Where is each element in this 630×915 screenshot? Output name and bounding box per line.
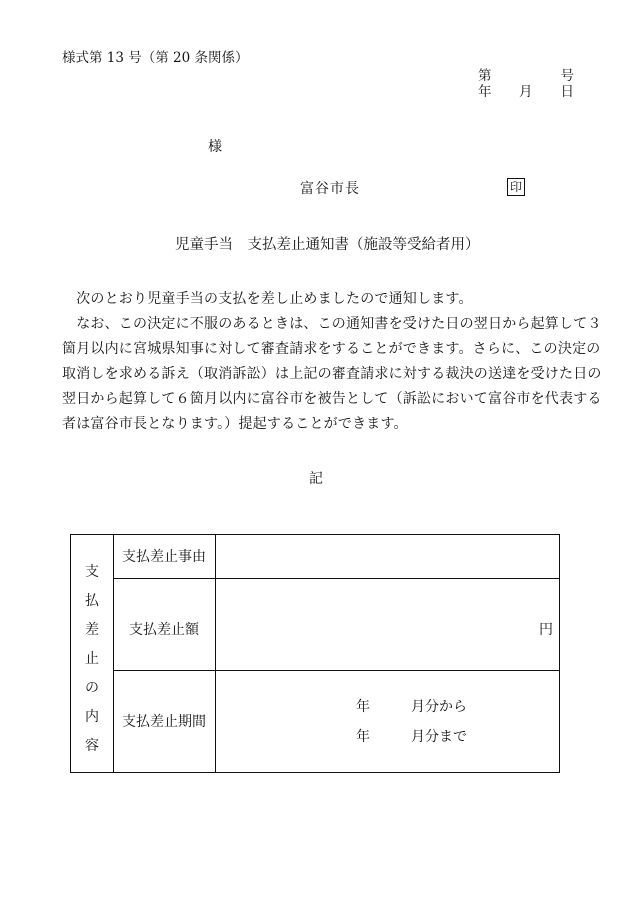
issuer-name: 富谷市長 — [300, 181, 360, 197]
form-number: 様式第 13 号（第 20 条関係） — [62, 50, 249, 66]
table-divider-horizontal-1 — [113, 578, 559, 579]
body-paragraph-2-line-4: 翌日から起算して６箇月以内に富谷市を被告として（訴訟において富谷市を代表する — [62, 391, 602, 407]
table-divider-horizontal-2 — [113, 670, 559, 671]
stop-reason-label: 支払差止事由 — [122, 549, 206, 565]
issue-date-line — [478, 86, 574, 100]
body-paragraph-2-line-2: 箇月以内に宮城県知事に対して審査請求をすることができます。さらに、この決定の — [62, 341, 601, 357]
body-paragraph-2-line-1: なお、この決定に不服のあるときは、この通知書を受けた日の翌日から起算して３ — [62, 316, 602, 332]
date-year-label: 年 — [478, 84, 492, 100]
stop-amount-label: 支払差止額 — [129, 622, 199, 638]
stop-period-label: 支払差止期間 — [122, 714, 206, 730]
stop-amount-field[interactable] — [217, 581, 557, 668]
document-number-line — [478, 70, 574, 84]
body-paragraph-1: 次のとおり児童手当の支払を差し止めましたので通知します。 — [62, 291, 473, 307]
group-label-char: 払 — [85, 593, 99, 609]
document-title: 児童手当 支払差止通知書（施設等受給者用） — [175, 237, 480, 253]
period-to-month: 月分まで — [411, 729, 467, 745]
period-from-year: 年 — [356, 699, 370, 715]
group-label-char: 差 — [85, 622, 99, 638]
period-to-year: 年 — [356, 729, 370, 745]
body-paragraph-2-line-3: 取消しを求める訴え（取消訴訟）は上記の審査請求に対する裁決の送達を受けた日の — [62, 366, 602, 382]
addressee-honorific: 様 — [208, 139, 222, 155]
body-paragraph-2-line-5: 者は富谷市長となります。）提起することができます。 — [62, 416, 408, 432]
date-day-label: 日 — [560, 84, 574, 100]
group-label-char: 止 — [85, 651, 99, 667]
stop-details-table — [70, 534, 560, 773]
table-divider-vertical-1 — [113, 535, 114, 772]
stop-reason-field[interactable] — [217, 537, 557, 576]
number-prefix: 第 — [478, 68, 492, 84]
group-label-char: 容 — [85, 738, 99, 754]
number-suffix: 号 — [560, 68, 574, 84]
ki-heading: 記 — [309, 471, 323, 487]
group-label-char: 支 — [85, 564, 99, 580]
group-label-char: の — [85, 680, 99, 696]
yen-unit: 円 — [539, 622, 553, 638]
group-label-char: 内 — [85, 709, 99, 725]
table-divider-vertical-2 — [215, 535, 216, 772]
date-month-label: 月 — [519, 84, 533, 100]
seal-stamp: 印 — [507, 178, 525, 196]
period-from-month: 月分から — [411, 699, 467, 715]
